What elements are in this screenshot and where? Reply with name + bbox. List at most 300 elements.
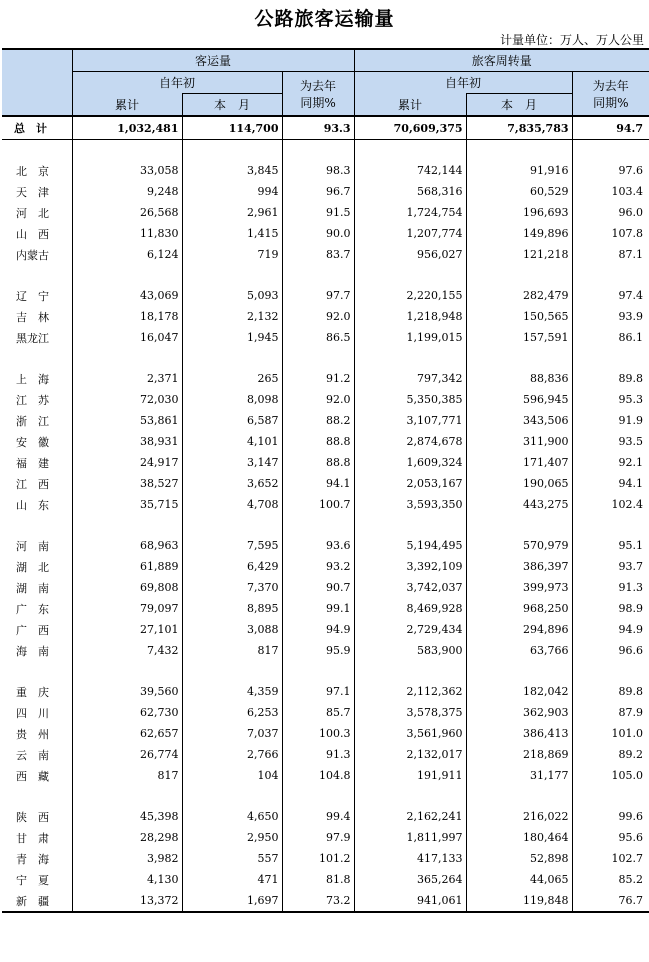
turnover-yoy-pct: 93.9 [618,310,644,323]
turnover-cumulative: 797,342 [354,368,466,389]
turnover-this-month: 343,506 [466,410,572,431]
volume-yoy-pct: 91.3 [282,744,354,765]
turnover-this-month: 282,479 [466,285,572,306]
header-volume-cumulative: 累计 [72,94,182,117]
volume-yoy-pct: 98.3 [282,160,354,181]
region-name: 福 建 [2,452,72,473]
volume-yoy-pct: 91.2 [282,368,354,389]
turnover-cumulative: 8,469,928 [354,598,466,619]
header-volume-this-month: 本 月 [182,94,282,117]
volume-yoy-pct: 92.0 [282,306,354,327]
turnover-this-month: 150,565 [466,306,572,327]
turnover-yoy-pct: 89.8 [618,685,644,698]
turnover-cumulative: 568,316 [354,181,466,202]
volume-this-month: 3,652 [182,473,282,494]
turnover-this-month: 157,591 [466,327,572,348]
volume-this-month: 2,961 [182,202,282,223]
spacer-cell [354,265,466,285]
table-row-total [2,116,649,140]
turnover-yoy-pct: 95.1 [618,539,644,552]
table-row [2,181,649,202]
turnover-cumulative: 3,578,375 [354,702,466,723]
turnover-cumulative: 2,729,434 [354,619,466,640]
volume-yoy-pct: 97.9 [282,827,354,848]
turnover-yoy-pct: 99.6 [618,810,644,823]
unit-label: 计量单位：万人、万人公里 [499,33,644,47]
turnover-this-month: 7,835,783 [466,116,572,140]
volume-yoy-pct: 100.7 [282,494,354,515]
turnover-yoy-pct: 93.7 [618,560,644,573]
table-row [2,473,649,494]
region-name: 海 南 [2,640,72,661]
table-row [2,702,649,723]
table-header [2,49,649,116]
turnover-this-month: 399,973 [466,577,572,598]
turnover-this-month: 119,848 [466,890,572,912]
turnover-cumulative: 417,133 [354,848,466,869]
volume-this-month: 1,697 [182,890,282,912]
volume-yoy-pct: 94.1 [282,473,354,494]
volume-this-month: 557 [182,848,282,869]
volume-this-month: 7,037 [182,723,282,744]
turnover-yoy-pct: 105.0 [611,769,644,782]
volume-cumulative: 7,432 [72,640,182,661]
volume-yoy-pct: 93.2 [282,556,354,577]
header-turnover-cumulative: 累计 [354,94,466,117]
turnover-cumulative: 1,609,324 [354,452,466,473]
table-row [2,598,649,619]
spacer-cell [572,515,649,535]
region-name: 宁 夏 [2,869,72,890]
turnover-yoy-pct: 92.1 [618,456,644,469]
volume-yoy-pct: 91.5 [282,202,354,223]
volume-this-month: 7,595 [182,535,282,556]
group-spacer-row [2,265,649,285]
volume-this-month: 6,429 [182,556,282,577]
region-name: 内蒙古 [2,244,72,265]
group-spacer-row [2,140,649,161]
volume-this-month: 471 [182,869,282,890]
turnover-cumulative: 3,107,771 [354,410,466,431]
turnover-cumulative: 5,350,385 [354,389,466,410]
turnover-yoy-pct: 102.7 [611,852,644,865]
turnover-yoy-pct: 96.6 [618,644,644,657]
table-row [2,744,649,765]
volume-yoy-pct: 88.2 [282,410,354,431]
turnover-this-month: 190,065 [466,473,572,494]
spacer-cell [72,265,182,285]
volume-this-month: 265 [182,368,282,389]
spacer-cell [72,140,182,161]
header-passenger-volume: 客运量 [72,49,354,72]
spacer-cell [354,786,466,806]
spacer-cell [282,140,354,161]
turnover-cumulative: 742,144 [354,160,466,181]
turnover-yoy-pct: 86.1 [618,331,644,344]
spacer-cell [572,140,649,161]
turnover-cumulative: 2,053,167 [354,473,466,494]
table-row [2,452,649,473]
region-name: 总 计 [2,116,72,140]
volume-yoy-pct: 85.7 [282,702,354,723]
volume-yoy-pct: 93.3 [282,116,354,140]
volume-this-month: 8,895 [182,598,282,619]
volume-cumulative: 817 [72,765,182,786]
region-name: 西 藏 [2,765,72,786]
volume-yoy-pct: 97.1 [282,681,354,702]
spacer-cell [2,265,72,285]
volume-this-month: 4,359 [182,681,282,702]
spacer-cell [182,265,282,285]
volume-cumulative: 68,963 [72,535,182,556]
region-name: 重 庆 [2,681,72,702]
spacer-cell [466,515,572,535]
spacer-cell [282,265,354,285]
volume-cumulative: 24,917 [72,452,182,473]
region-name: 广 西 [2,619,72,640]
volume-yoy-pct: 95.9 [282,640,354,661]
table-row [2,806,649,827]
table-row [2,410,649,431]
volume-cumulative: 27,101 [72,619,182,640]
turnover-yoy-pct: 91.3 [618,581,644,594]
turnover-cumulative: 3,593,350 [354,494,466,515]
region-name: 湖 北 [2,556,72,577]
volume-cumulative: 4,130 [72,869,182,890]
spacer-cell [2,661,72,681]
turnover-yoy-pct: 103.4 [611,185,644,198]
region-name: 湖 南 [2,577,72,598]
spacer-cell [466,661,572,681]
header-volume-since-year-start: 自年初 [72,72,282,94]
header-turnover-yoy-line2: 同期% [593,95,629,110]
turnover-this-month: 311,900 [466,431,572,452]
region-name: 甘 肃 [2,827,72,848]
turnover-this-month: 294,896 [466,619,572,640]
turnover-yoy-pct: 96.0 [618,206,644,219]
region-name: 天 津 [2,181,72,202]
turnover-cumulative: 1,199,015 [354,327,466,348]
table-row [2,327,649,348]
volume-yoy-pct: 96.7 [282,181,354,202]
turnover-cumulative: 70,609,375 [354,116,466,140]
volume-cumulative: 18,178 [72,306,182,327]
volume-this-month: 104 [182,765,282,786]
volume-cumulative: 43,069 [72,285,182,306]
turnover-cumulative: 365,264 [354,869,466,890]
volume-cumulative: 38,931 [72,431,182,452]
region-name: 四 川 [2,702,72,723]
spacer-cell [182,515,282,535]
spacer-cell [466,786,572,806]
volume-this-month: 719 [182,244,282,265]
spacer-cell [466,140,572,161]
turnover-this-month: 386,397 [466,556,572,577]
turnover-yoy-pct: 97.6 [618,164,644,177]
turnover-cumulative: 2,132,017 [354,744,466,765]
volume-this-month: 3,845 [182,160,282,181]
spacer-cell [354,661,466,681]
region-name: 青 海 [2,848,72,869]
spacer-cell [72,661,182,681]
table-row [2,577,649,598]
turnover-this-month: 121,218 [466,244,572,265]
region-name: 陕 西 [2,806,72,827]
turnover-yoy-pct: 91.9 [618,414,644,427]
spacer-cell [2,348,72,368]
volume-cumulative: 3,982 [72,848,182,869]
volume-cumulative: 9,248 [72,181,182,202]
volume-yoy-pct: 73.2 [282,890,354,912]
table-body [2,116,649,912]
volume-this-month: 6,253 [182,702,282,723]
turnover-cumulative: 1,811,997 [354,827,466,848]
volume-cumulative: 45,398 [72,806,182,827]
volume-cumulative: 62,730 [72,702,182,723]
turnover-this-month: 362,903 [466,702,572,723]
passenger-transport-table [2,48,649,913]
turnover-this-month: 216,022 [466,806,572,827]
region-name: 山 西 [2,223,72,244]
region-name: 山 东 [2,494,72,515]
volume-this-month: 2,766 [182,744,282,765]
turnover-this-month: 31,177 [466,765,572,786]
turnover-yoy-pct: 87.1 [618,248,644,261]
turnover-yoy-pct: 94.7 [572,116,649,140]
volume-cumulative: 72,030 [72,389,182,410]
spacer-cell [354,140,466,161]
region-name: 河 南 [2,535,72,556]
spacer-cell [466,348,572,368]
volume-cumulative: 1,032,481 [72,116,182,140]
volume-yoy-pct: 86.5 [282,327,354,348]
turnover-yoy-pct: 94.9 [618,623,644,636]
volume-cumulative: 13,372 [72,890,182,912]
spacer-cell [572,786,649,806]
volume-cumulative: 35,715 [72,494,182,515]
spacer-cell [354,348,466,368]
header-volume-yoy-line1: 为去年 [300,78,337,93]
volume-yoy-pct: 104.8 [282,765,354,786]
header-turnover-yoy [572,72,649,117]
volume-this-month: 1,945 [182,327,282,348]
volume-cumulative: 62,657 [72,723,182,744]
spacer-cell [182,348,282,368]
turnover-cumulative: 1,218,948 [354,306,466,327]
volume-this-month: 2,132 [182,306,282,327]
volume-yoy-pct: 94.9 [282,619,354,640]
turnover-yoy-pct: 89.8 [618,372,644,385]
volume-yoy-pct: 92.0 [282,389,354,410]
turnover-yoy-pct: 94.1 [618,477,644,490]
table-row [2,285,649,306]
table-row [2,368,649,389]
volume-yoy-pct: 101.2 [282,848,354,869]
spacer-cell [182,661,282,681]
volume-cumulative: 39,560 [72,681,182,702]
header-volume-yoy-line2: 同期% [300,95,336,110]
spacer-cell [572,265,649,285]
volume-this-month: 7,370 [182,577,282,598]
spacer-cell [72,515,182,535]
spacer-cell [2,515,72,535]
turnover-this-month: 88,836 [466,368,572,389]
table-row [2,890,649,912]
table-row [2,306,649,327]
header-region-cell [2,49,72,116]
volume-yoy-pct: 88.8 [282,452,354,473]
volume-yoy-pct: 88.8 [282,431,354,452]
turnover-this-month: 52,898 [466,848,572,869]
turnover-yoy-pct: 89.2 [618,748,644,761]
volume-this-month: 5,093 [182,285,282,306]
table-row [2,848,649,869]
table-row [2,619,649,640]
volume-yoy-pct: 83.7 [282,244,354,265]
volume-cumulative: 69,808 [72,577,182,598]
table-row [2,556,649,577]
spacer-cell [354,515,466,535]
turnover-cumulative: 941,061 [354,890,466,912]
turnover-this-month: 171,407 [466,452,572,473]
region-name: 上 海 [2,368,72,389]
volume-yoy-pct: 90.7 [282,577,354,598]
turnover-this-month: 570,979 [466,535,572,556]
region-name: 辽 宁 [2,285,72,306]
turnover-this-month: 180,464 [466,827,572,848]
volume-this-month: 8,098 [182,389,282,410]
volume-yoy-pct: 99.1 [282,598,354,619]
region-name: 云 南 [2,744,72,765]
turnover-this-month: 44,065 [466,869,572,890]
turnover-cumulative: 2,874,678 [354,431,466,452]
turnover-cumulative: 956,027 [354,244,466,265]
volume-this-month: 1,415 [182,223,282,244]
volume-this-month: 4,101 [182,431,282,452]
turnover-cumulative: 191,911 [354,765,466,786]
header-turnover-this-month: 本 月 [466,94,572,117]
turnover-cumulative: 583,900 [354,640,466,661]
region-name: 广 东 [2,598,72,619]
region-name: 黑龙江 [2,327,72,348]
region-name: 北 京 [2,160,72,181]
turnover-yoy-pct: 85.2 [618,873,644,886]
volume-this-month: 4,650 [182,806,282,827]
table-row [2,535,649,556]
spacer-cell [466,265,572,285]
table-row [2,389,649,410]
volume-yoy-pct: 99.4 [282,806,354,827]
turnover-cumulative: 2,162,241 [354,806,466,827]
turnover-cumulative: 2,112,362 [354,681,466,702]
turnover-yoy-pct: 102.4 [611,498,644,511]
volume-yoy-pct: 90.0 [282,223,354,244]
region-name: 浙 江 [2,410,72,431]
turnover-cumulative: 3,742,037 [354,577,466,598]
volume-this-month: 817 [182,640,282,661]
spacer-cell [282,515,354,535]
spacer-cell [72,348,182,368]
turnover-yoy-pct: 93.5 [618,435,644,448]
region-name: 江 西 [2,473,72,494]
volume-yoy-pct: 100.3 [282,723,354,744]
volume-cumulative: 28,298 [72,827,182,848]
turnover-this-month: 60,529 [466,181,572,202]
volume-this-month: 3,147 [182,452,282,473]
turnover-this-month: 443,275 [466,494,572,515]
table-row [2,640,649,661]
turnover-cumulative: 2,220,155 [354,285,466,306]
spacer-cell [282,661,354,681]
turnover-yoy-pct: 95.3 [618,393,644,406]
spacer-cell [72,786,182,806]
volume-cumulative: 33,058 [72,160,182,181]
table-row [2,723,649,744]
header-volume-yoy [282,72,354,117]
turnover-yoy-pct: 76.7 [572,890,649,912]
turnover-this-month: 196,693 [466,202,572,223]
turnover-yoy-pct: 95.6 [618,831,644,844]
turnover-this-month: 63,766 [466,640,572,661]
turnover-this-month: 149,896 [466,223,572,244]
turnover-cumulative: 3,392,109 [354,556,466,577]
volume-this-month: 114,700 [182,116,282,140]
volume-yoy-pct: 93.6 [282,535,354,556]
turnover-yoy-pct: 87.9 [618,706,644,719]
volume-cumulative: 26,774 [72,744,182,765]
table-row [2,244,649,265]
volume-cumulative: 38,527 [72,473,182,494]
spacer-cell [2,786,72,806]
region-name: 河 北 [2,202,72,223]
volume-yoy-pct: 97.7 [282,285,354,306]
table-row [2,869,649,890]
volume-this-month: 6,587 [182,410,282,431]
volume-this-month: 4,708 [182,494,282,515]
region-name: 新 疆 [2,890,72,912]
spacer-cell [572,661,649,681]
table-row [2,431,649,452]
table-row [2,223,649,244]
volume-cumulative: 2,371 [72,368,182,389]
volume-cumulative: 26,568 [72,202,182,223]
volume-this-month: 3,088 [182,619,282,640]
turnover-this-month: 218,869 [466,744,572,765]
table-row [2,494,649,515]
region-name: 贵 州 [2,723,72,744]
table-row [2,765,649,786]
turnover-cumulative: 5,194,495 [354,535,466,556]
spacer-cell [182,786,282,806]
spacer-cell [572,348,649,368]
volume-cumulative: 61,889 [72,556,182,577]
volume-this-month: 2,950 [182,827,282,848]
table-row [2,160,649,181]
volume-this-month: 994 [182,181,282,202]
turnover-cumulative: 1,207,774 [354,223,466,244]
volume-yoy-pct: 81.8 [282,869,354,890]
table-row [2,681,649,702]
turnover-yoy-pct: 107.8 [611,227,644,240]
volume-cumulative: 53,861 [72,410,182,431]
header-passenger-turnover: 旅客周转量 [354,49,649,72]
group-spacer-row [2,786,649,806]
group-spacer-row [2,661,649,681]
region-name: 安 徽 [2,431,72,452]
group-spacer-row [2,348,649,368]
spacer-cell [182,140,282,161]
turnover-yoy-pct: 101.0 [611,727,644,740]
